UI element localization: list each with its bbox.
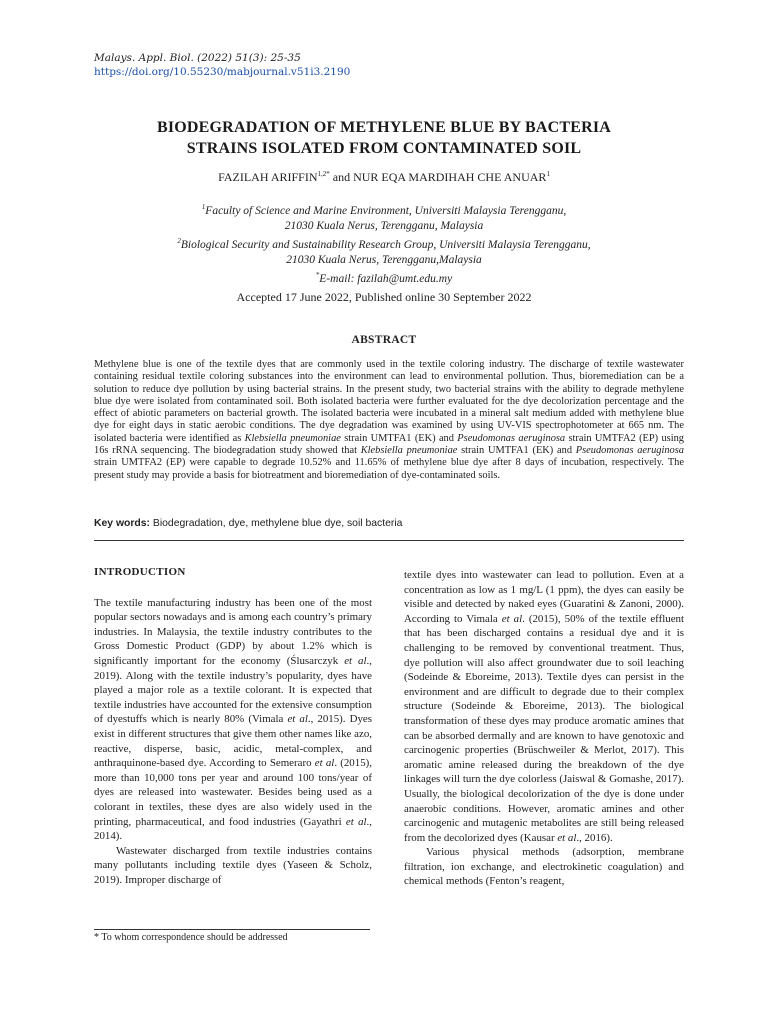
introduction-heading: INTRODUCTION [94,566,186,578]
author-list [94,170,674,185]
email-address: E-mail: fazilah@umt.edu.my [319,272,453,285]
species-name: Pseudomonas aeruginosa [575,445,684,457]
footnote-divider [94,929,370,930]
abstract-heading: ABSTRACT [351,334,417,346]
author-1-affil: 1,2* [317,170,330,178]
intro-text: ., 2016). [576,831,613,844]
section-divider [94,540,684,541]
affiliation-1 [94,200,674,219]
et-al: et al [344,654,367,667]
keywords-text: Biodegradation, dye, methylene blue dye, soil bacteria [150,518,403,529]
column-left [94,565,372,887]
et-al: et al [314,757,335,770]
affiliation-2-mark: 2 [177,236,181,245]
column-right [404,568,684,889]
author-2: NUR EQA MARDIHAH CHE ANUAR [353,170,547,184]
abstract-text-2: strain UMTFA1 (EK) and [340,432,458,444]
abstract-text-3: strain UMTFA2 (EP) using 16s rRNA sequencing. The biodegradation study showed that [94,432,684,457]
abstract-body [94,359,684,482]
affiliation-1-mark: 1 [201,203,206,211]
doi-link[interactable]: https://doi.org/10.55230/mabjournal.v51i3.2190 [94,66,351,78]
intro-text: The textile manufacturing industry has been one of the most popular sectors nowadays and is among each country’s primary industries. In Malaysia, the textile industry contributes to the Gross Domestic Product (GDP) by about 1.2% which is significantly important for the economy (Ślusarczyk [94,596,372,667]
abstract-text-4: strain UMTFA1 (EK) and [457,445,576,457]
title-line-1: BIODEGRADATION OF METHYLENE BLUE BY BACTERIA [156,119,612,136]
intro-paragraph-2: Wastewater discharged from textile industries contains many pollutants including textile dyes (Yaseen & Scholz, 2019). Improper discharge of [94,844,372,886]
species-name: Klebsiella pneumoniae [360,445,458,457]
intro-text: . (2015), 50% of the textile effluent that has been discharged contains a residual dye and it is challenging to be removed by conventional treatment. Thus, dye pollution will also affect groundwater due to soil leaching (Sodeinde & Eboreime, 2013). Textile dyes can persist in the environment and are difficult to degrade due to their complex structure (Sodeinde & Eboreime, 2013). The biological transformation of these dyes may produce aromatic amines that can be absorbed dermally and are known to have genotoxic and carcinogenic properties (Brüschweiler & Merlot, 2017). This aromatic amine released during the breakdown of the dye linkages will turn the dye colorless (Jaiswal & Gomashe, 2017). Usually, the biological decolorization of the dye is done under anaerobic conditions. However, aromatic amines and other carcinogenic and mutagenic metabolites are still being released from the decolorized dyes (Kausar [404,612,684,844]
intro-paragraph-2-cont [404,568,684,845]
corresponding-email [94,268,674,287]
author-1: FAZILAH ARIFFIN [218,170,318,184]
paper-title [94,117,674,159]
affiliation-2 [94,234,674,253]
abstract-text-1: Methylene blue is one of the textile dyes that are commonly used in the textile coloring industry. The discharge of textile wastewater containing residual textile coloring substances into the environment can lead to environmental pollution. Thus, bioremediation can be a solution to reduce dye pollution by using bacterial strains. In the present study, two bacterial strains with the ability to degrade methylene blue dye were isolated from contaminated soil. Both isolated bacteria were further evaluated for the dye decolorization percentage and the effect of abiotic parameters on bacterial growth. The isolated bacteria were incubated in a mineral salt medium added with methylene blue dye for eight days in static aerobic conditions. The dye degradation was examined by using UV-VIS spectrophotometer at 665 nm. The isolated bacteria were identified as [94,359,684,444]
journal-citation: Malays. Appl. Biol. (2022) 51(3): 25-35 [94,52,301,64]
keywords [94,518,684,529]
affiliation-2-line-1: Biological Security and Sustainability Research Group, Universiti Malaysia Terengganu, [180,238,591,251]
affiliation-1-line-1: Faculty of Science and Marine Environment, Universiti Malaysia Terengganu, [205,204,567,217]
publication-dates: Accepted 17 June 2022, Published online 30 September 2022 [236,290,532,304]
intro-text: ., 2015). Dyes exist in different structures that give them other names like azo, reactive, disperse, basic, acidic, metal-complex, and anthraquinone-based dye. According to Semeraro [94,713,372,770]
species-name: Klebsiella pneumoniae [244,432,341,444]
affiliation-2-line-2: 21030 Kuala Nerus, Terengganu,Malaysia [286,253,482,266]
keywords-label: Key words: [94,518,151,529]
journal-header [94,51,350,79]
intro-paragraph-3: Various physical methods (adsorption, membrane filtration, ion exchange, and electrokinetic coagulation) and chemical methods (Fenton’s reagent, [404,846,684,888]
title-line-2: STRAINS ISOLATED FROM CONTAMINATED SOIL [186,140,582,157]
author-2-affil: 1 [546,170,550,178]
email-mark: * [315,270,320,279]
abstract-text-5: strain UMTFA2 (EP) were capable to degrade 10.52% and 11.65% of methylene blue dye after 8 days of incubation, respectively. The present study may provide a basis for biotreatment and bioremediation of dye-contaminated soils. [94,457,684,481]
affiliation-1-line-2: 21030 Kuala Nerus, Terengganu, Malaysia [284,219,484,232]
intro-text: ., 2014). [94,815,372,843]
et-al: et al [345,815,367,828]
intro-text: . (2015), more than 10,000 tons per year and around 100 tons/year of dyes are released into wastewater. Besides being used as a colorant in textiles, these dyes are also widely used in the printing, pharmaceutical, and food industries (Gayathri [94,757,372,828]
species-name: Pseudomonas aeruginosa [457,432,566,444]
intro-paragraph-1 [94,596,372,844]
affiliations [94,200,674,286]
et-al: et al [557,831,577,844]
intro-text: textile dyes into wastewater can lead to pollution. Even at a concentration as low as 1 mg/L (1 ppm), the dyes can easily be visible and detected by naked eyes (Guaratini & Zanoni, 2000). According to Vimala [404,569,684,625]
et-al: et al [501,612,523,625]
et-al: et al [287,713,308,726]
intro-text: ., 2019). Along with the textile industry’s popularity, dyes have played a major role as a textile colorant. It is expected that textile industries have accounted for the extensive consumption of dyestuffs which is nearly 80% (Vimala [94,654,372,726]
author-and: and [329,170,354,184]
footnote: * To whom correspondence should be addressed [94,932,288,943]
